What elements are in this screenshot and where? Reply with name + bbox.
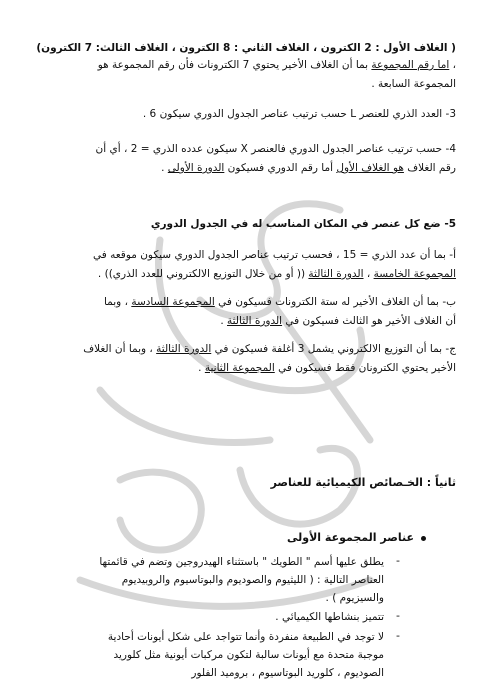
underlined-term: هو الغلاف الأول [336, 162, 404, 174]
underlined-term: المجموعة السادسة [131, 296, 215, 308]
text-run: رقم الغلاف [403, 162, 456, 174]
question-4-line2 [20, 160, 456, 177]
text-run: الأخير يحتوي الكترونان فقط فسيكون في [274, 362, 456, 374]
group-1-item-3-line2: موجبة متحدة مع أيونات سالبة لتكون مركبات أيونية مثل كلوريد [113, 649, 384, 661]
text-run: ، وبما أن الغلاف [83, 343, 157, 355]
dash-icon: - [396, 629, 400, 642]
section-2-title: ثانياً : الخـصائص الكيميائية للعناصر [270, 476, 456, 489]
text-run: . [220, 315, 227, 327]
text-run: (( أو من خلال التوزيع الالكتروني للعدد الذري)) . [97, 268, 309, 280]
group-1-item-3-line1: لا توجد في الطبيعة منفردة وأنما تتواجد على شكل أيونات أحادية [107, 631, 384, 643]
text-run: . [161, 162, 168, 174]
group-1-item-3-line3: الصوديوم ، كلوريد البوتاسيوم ، بروميد الفلور [191, 667, 384, 679]
text-run: ، [363, 268, 374, 280]
underlined-term: الدورة الثالثة [227, 315, 283, 327]
text-run: ، [449, 59, 456, 71]
text-run: ج- بما أن التوزيع الالكتروني يشمل 3 أغلفة فسيكون في [211, 343, 456, 355]
group-1-heading: عناصر المجموعة الأولى [287, 531, 414, 544]
question-5-title: 5- ضع كل عنصر في المكان المناسب له في الجدول الدوري [150, 218, 456, 230]
text-run: أن الغلاف الأخير هو الثالث فسيكون في [282, 315, 456, 327]
underlined-term: الدورة الثالثة [156, 343, 212, 355]
shells-line: ( الغلاف الأول : 2 الكترون ، الغلاف الثاني : 8 الكترون ، الغلاف الثالث: 7 الكترون) [36, 42, 456, 54]
text-run: بما أن الغلاف الأخير يحتوي 7 الكترونات فأن رقم المجموعة هو [97, 59, 372, 71]
group-1-item-2: تتميز بنشاطها الكيميائي . [275, 611, 384, 623]
underlined-term: المجموعة الخامسة [373, 268, 456, 280]
underlined-term: اما رقم المجموعة [371, 59, 450, 71]
underlined-term: الدورة الأولى [167, 162, 225, 174]
underlined-term: الدورة الثالثة [308, 268, 364, 280]
group-number-line [20, 57, 456, 74]
underlined-term: المجموعة الثانية [204, 362, 275, 374]
group-1-item-1-line3: والسيزيوم ) . [325, 592, 384, 604]
text-run: . [198, 362, 205, 374]
bullet-icon [421, 536, 426, 541]
answer-c-line2 [20, 360, 456, 377]
dash-icon: - [396, 609, 400, 622]
answer-c-line1 [20, 341, 456, 358]
group-1-item-1-line2: العناصر التالية : ( الليثيوم والصوديوم والبوتاسيوم والروبيديوم [121, 574, 384, 586]
group-1-item-1-line1: يطلق عليها أسم " الطويك " باستثناء الهيدروجين وتضم في قائمتها [99, 556, 384, 568]
question-4-line1: 4- حسب ترتيب عناصر الجدول الدوري فالعنصر X سيكون عدده الذري = 2 ، أي أن [95, 143, 456, 155]
question-3: 3- العدد الذري للعنصر L حسب ترتيب عناصر الجدول الدوري سيكون 6 . [142, 108, 456, 120]
text-run: أما رقم الدوري فسيكون [224, 162, 337, 174]
dash-icon: - [396, 554, 400, 567]
text-run: ب- بما أن الغلاف الأخير له ستة الكترونات فسيكون في [214, 296, 456, 308]
answer-a-line1: أ- بما أن عدد الذري = 15 ، فحسب ترتيب عناصر الجدول الدوري سيكون موقعه في [93, 249, 456, 261]
answer-a-line2 [20, 266, 456, 283]
group-answer-line: المجموعة السابعة . [371, 78, 456, 90]
answer-b-line2 [20, 313, 456, 330]
text-run: ، وبما [103, 296, 132, 308]
answer-b-line1 [20, 294, 456, 311]
